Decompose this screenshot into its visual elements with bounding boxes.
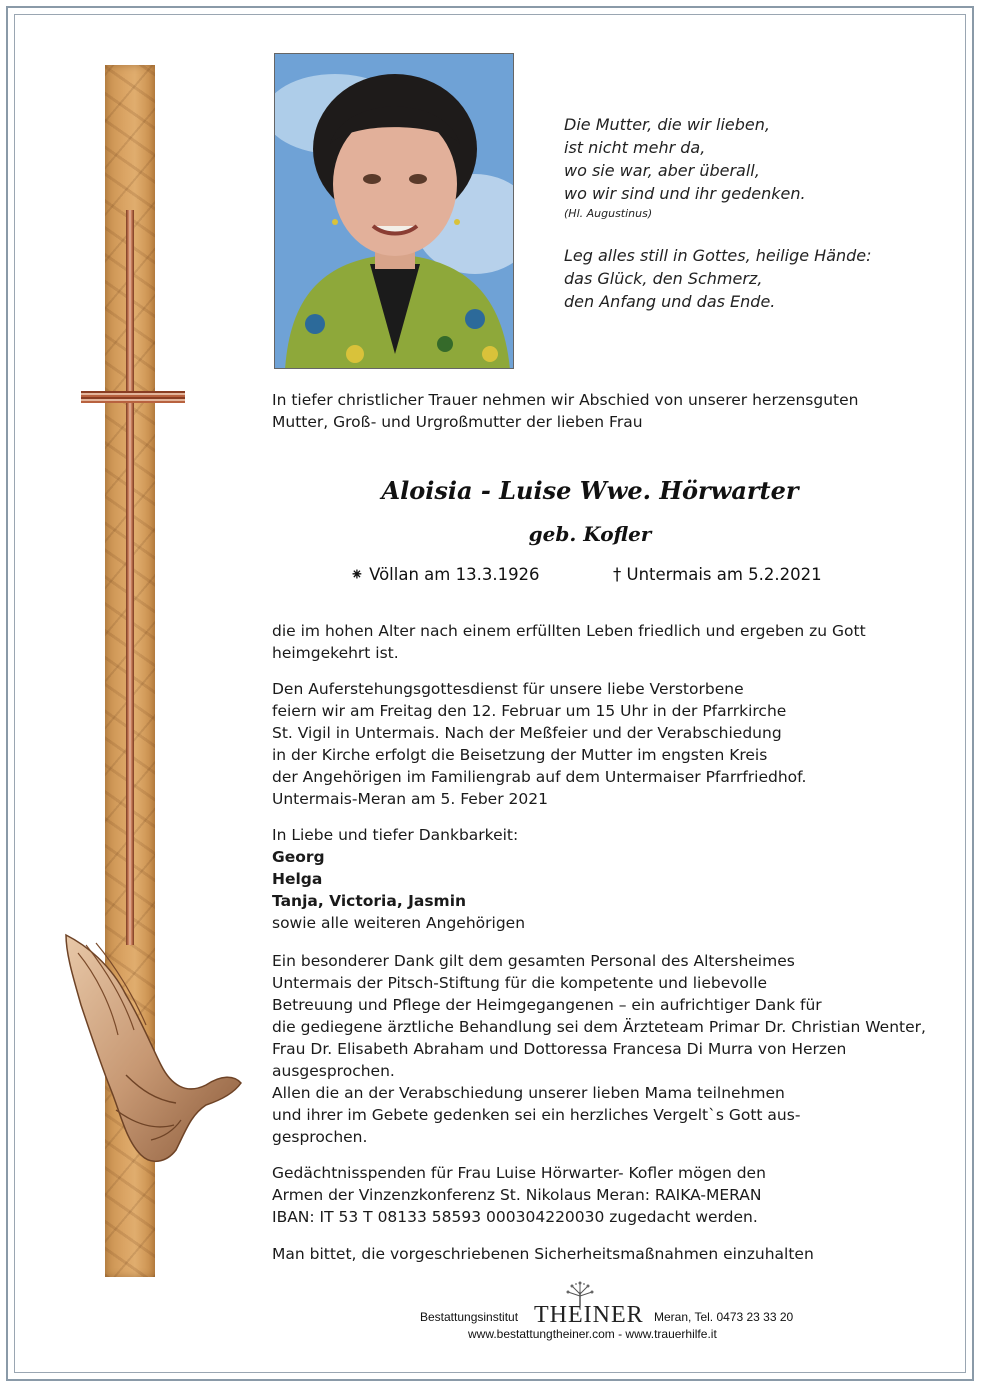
poem-line: das Glück, den Schmerz, xyxy=(564,269,763,288)
mourners-list xyxy=(272,824,932,934)
text-line: Man bittet, die vorgeschriebenen Sicherheitsmaßnahmen einzuhalten xyxy=(272,1245,814,1263)
footer-contact: Meran, Tel. 0473 23 33 20 xyxy=(654,1310,794,1324)
text-line: der Angehörigen im Familiengrab auf dem Untermaiser Pfarrfriedhof. xyxy=(272,768,807,786)
cross-horizontal-bar xyxy=(81,391,185,403)
maiden-name: geb. Kofler xyxy=(528,522,652,546)
memorial-poem xyxy=(564,113,924,313)
deceased-name: Aloisia - Luise Wwe. Hörwarter xyxy=(381,476,799,505)
text-line: Ein besonderer Dank gilt dem gesamten Personal des Altersheimes xyxy=(272,952,795,970)
text-line: Armen der Vinzenzkonferenz St. Nikolaus Meran: RAIKA-MERAN xyxy=(272,1186,762,1204)
text-line: Den Auferstehungsgottesdienst für unsere liebe Verstorbene xyxy=(272,680,744,698)
text-line: Betreuung und Pflege der Heimgegangenen – ein aufrichtiger Dank für xyxy=(272,996,822,1014)
text-line: Allen die an der Verabschiedung unserer lieben Mama teilnehmen xyxy=(272,1084,785,1102)
poem-line: wo sie war, aber überall, xyxy=(564,161,760,180)
mourner-name: Tanja, Victoria, Jasmin xyxy=(272,892,467,910)
paragraph-service xyxy=(272,678,932,810)
intro-text xyxy=(272,389,932,433)
poem-line: wo wir sind und ihr gedenken. xyxy=(564,184,806,203)
poem-attribution: (Hl. Augustinus) xyxy=(564,207,653,220)
paragraph-safety xyxy=(272,1243,932,1265)
mourner-name: Georg xyxy=(272,848,325,866)
text-line: St. Vigil in Untermais. Nach der Meßfeier und der Verabschiedung xyxy=(272,724,782,742)
text-line: Untermais der Pitsch-Stiftung für die kompetente und liebevolle xyxy=(272,974,768,992)
text-line: die im hohen Alter nach einem erfüllten Leben friedlich und ergeben zu Gott xyxy=(272,622,866,640)
footer xyxy=(380,1302,860,1341)
poem-line: ist nicht mehr da, xyxy=(564,138,706,157)
portrait-photo xyxy=(274,53,514,369)
paragraph-donations xyxy=(272,1162,932,1228)
birth-info: ⁕ Völlan am 13.3.1926 xyxy=(350,565,540,584)
text-line: In tiefer christlicher Trauer nehmen wir Abschied von unserer herzensguten xyxy=(272,391,859,409)
footer-brand: THEINER xyxy=(534,1302,644,1328)
text-line: die gediegene ärztliche Behandlung sei dem Ärzteteam Primar Dr. Christian Wenter, xyxy=(272,1018,926,1036)
death-info: † Untermais am 5.2.2021 xyxy=(613,565,822,584)
text-line: und ihrer im Gebete gedenken sei ein herzliches Vergelt`s Gott aus- xyxy=(272,1106,801,1124)
praying-hands-icon xyxy=(56,925,246,1165)
mourner-name: Helga xyxy=(272,870,323,888)
text-line: ausgesprochen. xyxy=(272,1062,395,1080)
paragraph-thanks xyxy=(272,950,932,1148)
poem-line: Leg alles still in Gottes, heilige Hände: xyxy=(564,246,872,265)
footer-website: www.bestattungtheiner.com - www.trauerhilfe.it xyxy=(468,1327,717,1341)
text-line: heimgekehrt ist. xyxy=(272,644,399,662)
text-line: in der Kirche erfolgt die Beisetzung der Mutter im engsten Kreis xyxy=(272,746,768,764)
cross-vertical-line xyxy=(126,210,134,945)
paragraph-homecoming xyxy=(272,620,932,664)
text-line: Mutter, Groß- und Urgroßmutter der lieben Frau xyxy=(272,413,643,431)
poem-line: Die Mutter, die wir lieben, xyxy=(564,115,770,134)
text-line: Gedächtnisspenden für Frau Luise Hörwarter- Kofler mögen den xyxy=(272,1164,766,1182)
text-line: Frau Dr. Elisabeth Abraham und Dottoressa Francesa Di Murra von Herzen xyxy=(272,1040,847,1058)
text-line: Untermais-Meran am 5. Feber 2021 xyxy=(272,790,548,808)
text-line: IBAN: IT 53 T 08133 58593 000304220030 zugedacht werden. xyxy=(272,1208,758,1226)
portrait-image xyxy=(275,54,514,369)
footer-institute: Bestattungsinstitut xyxy=(420,1310,519,1324)
text-line: feiern wir am Freitag den 12. Februar um 15 Uhr in der Pfarrkirche xyxy=(272,702,787,720)
mourners-heading: In Liebe und tiefer Dankbarkeit: xyxy=(272,826,519,844)
text-line: gesprochen. xyxy=(272,1128,368,1146)
mourners-others: sowie alle weiteren Angehörigen xyxy=(272,914,526,932)
poem-line: den Anfang und das Ende. xyxy=(564,292,776,311)
